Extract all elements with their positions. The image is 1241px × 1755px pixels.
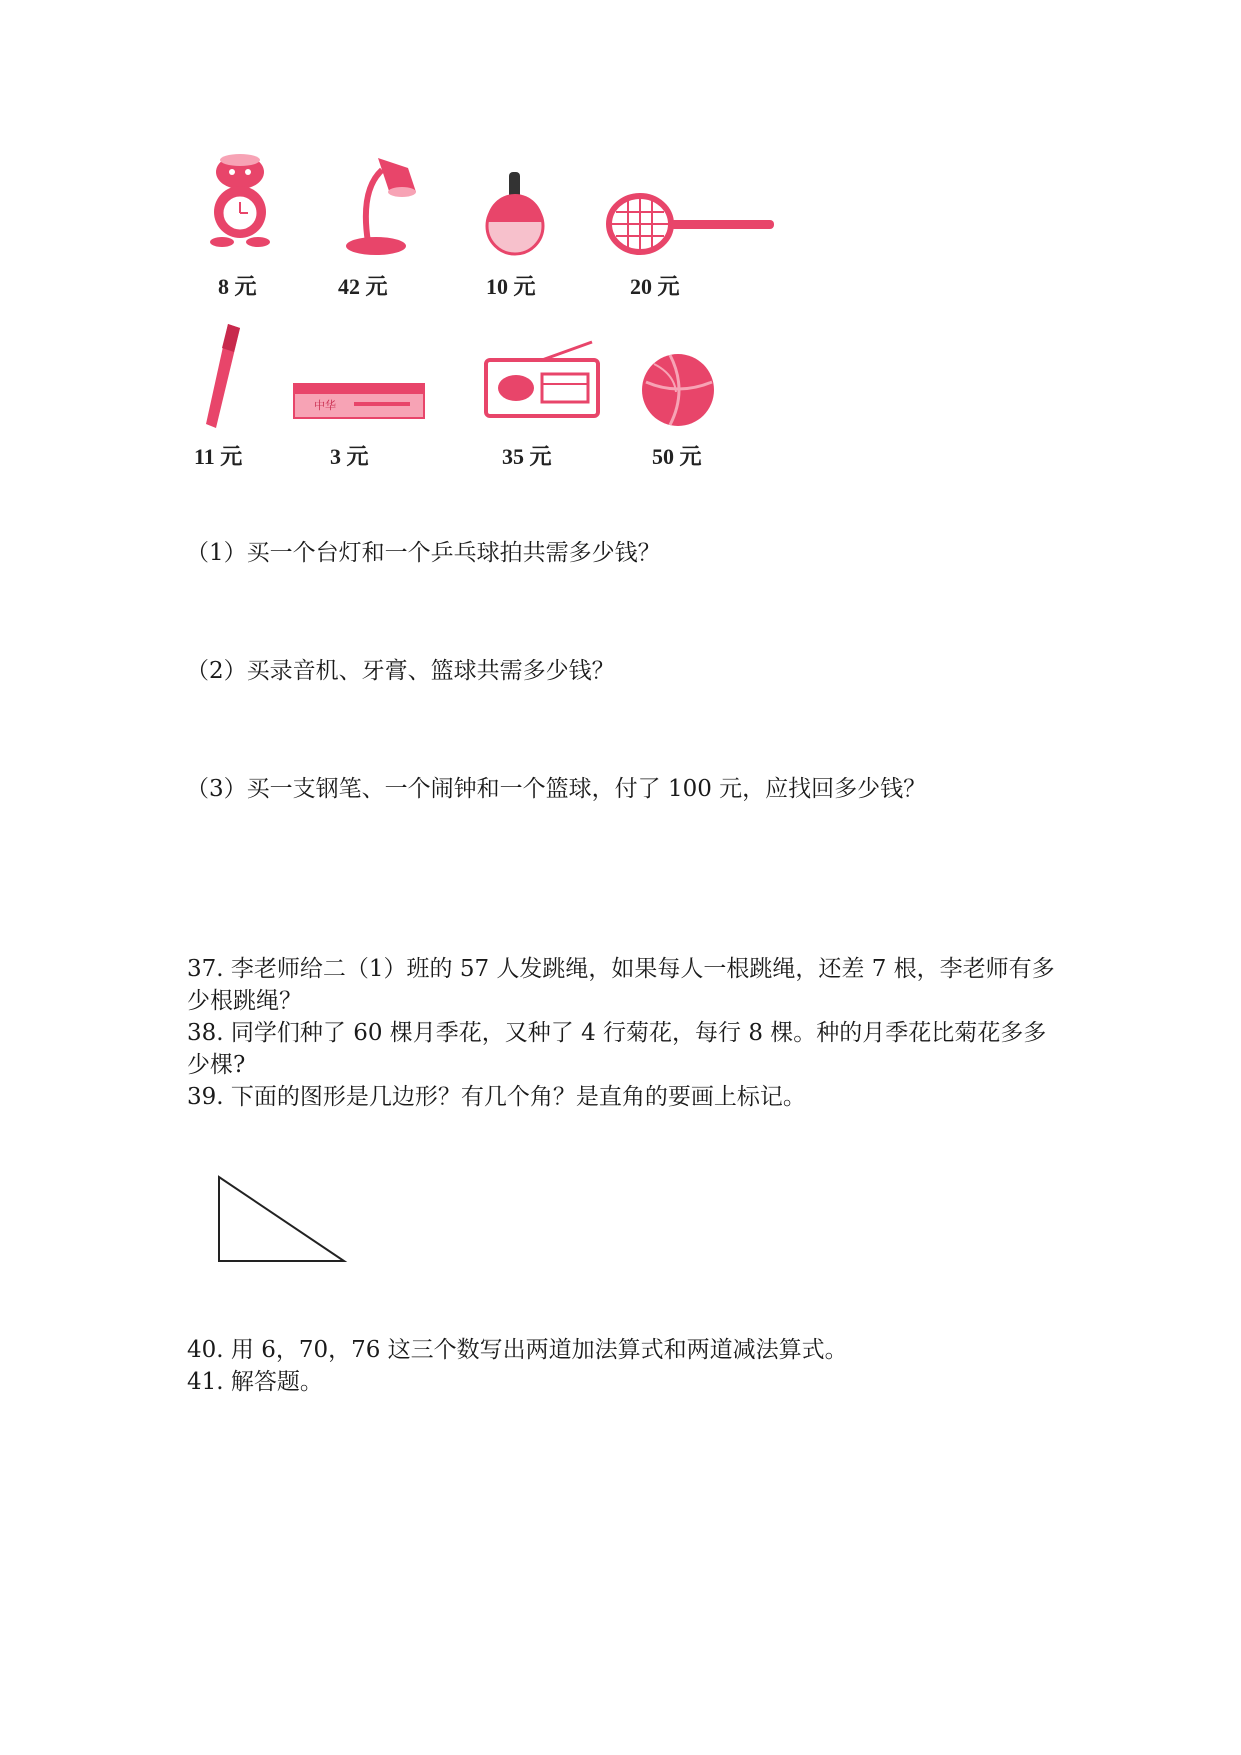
- subquestion-3: （3）买一支钢笔、一个闹钟和一个篮球，付了 100 元，应找回多少钱？: [186, 776, 927, 802]
- question-39: 39. 下面的图形是几边形？有几个角？是直角的要画上标记。: [187, 1084, 806, 1110]
- item-alarm-clock: [200, 150, 340, 260]
- toothpaste-label: 中华: [314, 399, 336, 412]
- toothpaste-icon: [292, 380, 426, 422]
- question-38: 38. 同学们种了 60 棵月季花，又种了 4 行菊花，每行 8 棵。种的月季花比菊花多多少棵?: [187, 1020, 1047, 1078]
- price-badminton-racket: 20 元: [630, 274, 680, 299]
- fountain-pen-icon: [196, 322, 256, 432]
- price-ping-pong-paddle: 10 元: [486, 274, 536, 299]
- radio-cassette-player-icon: [482, 340, 602, 420]
- item-basketball: [640, 352, 780, 432]
- badminton-racket-icon: [606, 190, 776, 260]
- question-40: 40. 用 6，70，76 这三个数写出两道加法算式和两道减法算式。: [187, 1337, 848, 1363]
- price-toothpaste: 3 元: [330, 444, 369, 469]
- ping-pong-paddle-icon: [480, 170, 550, 260]
- desk-lamp-icon: [338, 150, 428, 260]
- penguin-alarm-clock-icon: [200, 150, 280, 260]
- item-desk-lamp: [338, 150, 478, 260]
- price-basketball: 50 元: [652, 444, 702, 469]
- item-badminton-racket: [606, 190, 746, 260]
- item-ping-pong-paddle: [480, 170, 620, 260]
- price-alarm-clock: 8 元: [218, 274, 257, 299]
- price-fountain-pen: 11 元: [194, 444, 243, 469]
- question-37: 37. 李老师给二（1）班的 57 人发跳绳，如果每人一根跳绳，还差 7 根，李老师有多少根跳绳？: [187, 956, 1055, 1014]
- subquestion-2: （2）买录音机、牙膏、篮球共需多少钱？: [186, 658, 615, 684]
- price-radio: 35 元: [502, 444, 552, 469]
- price-desk-lamp: 42 元: [338, 274, 388, 299]
- subquestion-1: （1）买一个台灯和一个乒乓球拍共需多少钱？: [186, 540, 661, 566]
- item-toothpaste: [292, 380, 432, 422]
- basketball-icon: [640, 352, 720, 432]
- question-41: 41. 解答题。: [187, 1369, 323, 1395]
- right-triangle-figure: [212, 1172, 352, 1272]
- item-radio: [482, 340, 622, 420]
